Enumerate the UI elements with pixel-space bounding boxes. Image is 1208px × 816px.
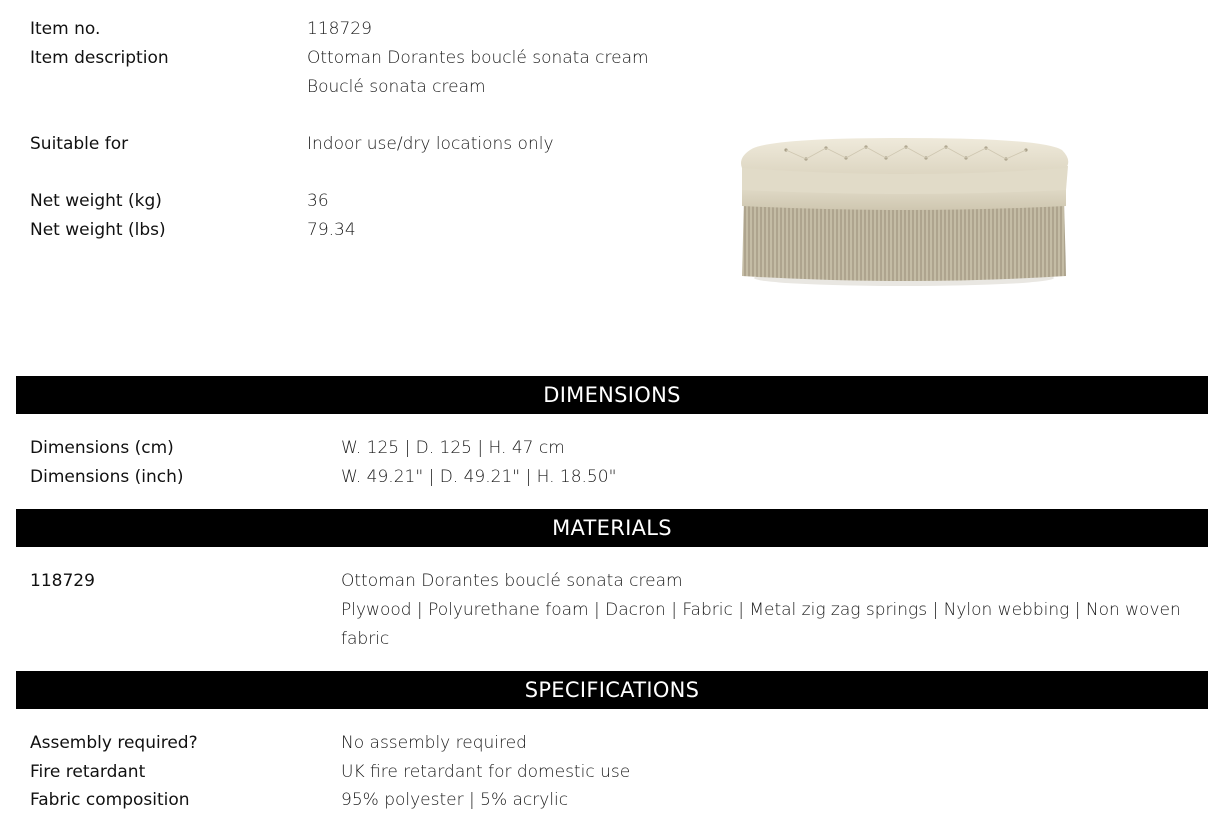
net-weight-kg-label: Net weight (kg) [30,191,162,211]
net-weight-lbs-label: Net weight (lbs) [30,220,166,240]
fabric-composition-label: Fabric composition [30,790,190,810]
specifications-heading: SPECIFICATIONS [524,678,700,702]
materials-item-label: 118729 [30,571,95,591]
item-description-label: Item description [30,48,169,68]
dimensions-heading-bar [16,376,1208,414]
assembly-required-value: No assembly required [341,733,527,753]
item-color-value: Bouclé sonata cream [307,77,486,97]
net-weight-lbs-value: 79.34 [307,220,356,240]
item-no-label: Item no. [30,19,101,39]
specifications-heading-bar [16,671,1208,709]
materials-item-name: Ottoman Dorantes bouclé sonata cream [341,571,683,591]
suitable-for-value: Indoor use/dry locations only [307,134,554,154]
ottoman-product-image [736,128,1072,290]
materials-list: Plywood | Polyurethane foam | Dacron | Fabric | Metal zig zag springs | Nylon webbing | Non woven [341,600,1181,620]
dimensions-cm-value: W. 125 | D. 125 | H. 47 cm [341,438,565,458]
item-no-value: 118729 [307,19,372,39]
dimensions-heading: DIMENSIONS [543,383,681,407]
materials-heading-bar [16,509,1208,547]
dimensions-inch-label: Dimensions (inch) [30,467,184,487]
fire-retardant-value: UK fire retardant for domestic use [341,762,631,782]
suitable-for-label: Suitable for [30,134,129,154]
dimensions-inch-value: W. 49.21" | D. 49.21" | H. 18.50" [341,467,617,487]
dimensions-cm-label: Dimensions (cm) [30,438,174,458]
item-description-value: Ottoman Dorantes bouclé sonata cream [307,48,649,68]
assembly-required-label: Assembly required? [30,733,198,753]
materials-list-continued: fabric [341,629,390,649]
materials-heading: MATERIALS [552,516,672,540]
fabric-composition-value: 95% polyester | 5% acrylic [341,790,569,810]
fire-retardant-label: Fire retardant [30,762,146,782]
net-weight-kg-value: 36 [307,191,329,211]
